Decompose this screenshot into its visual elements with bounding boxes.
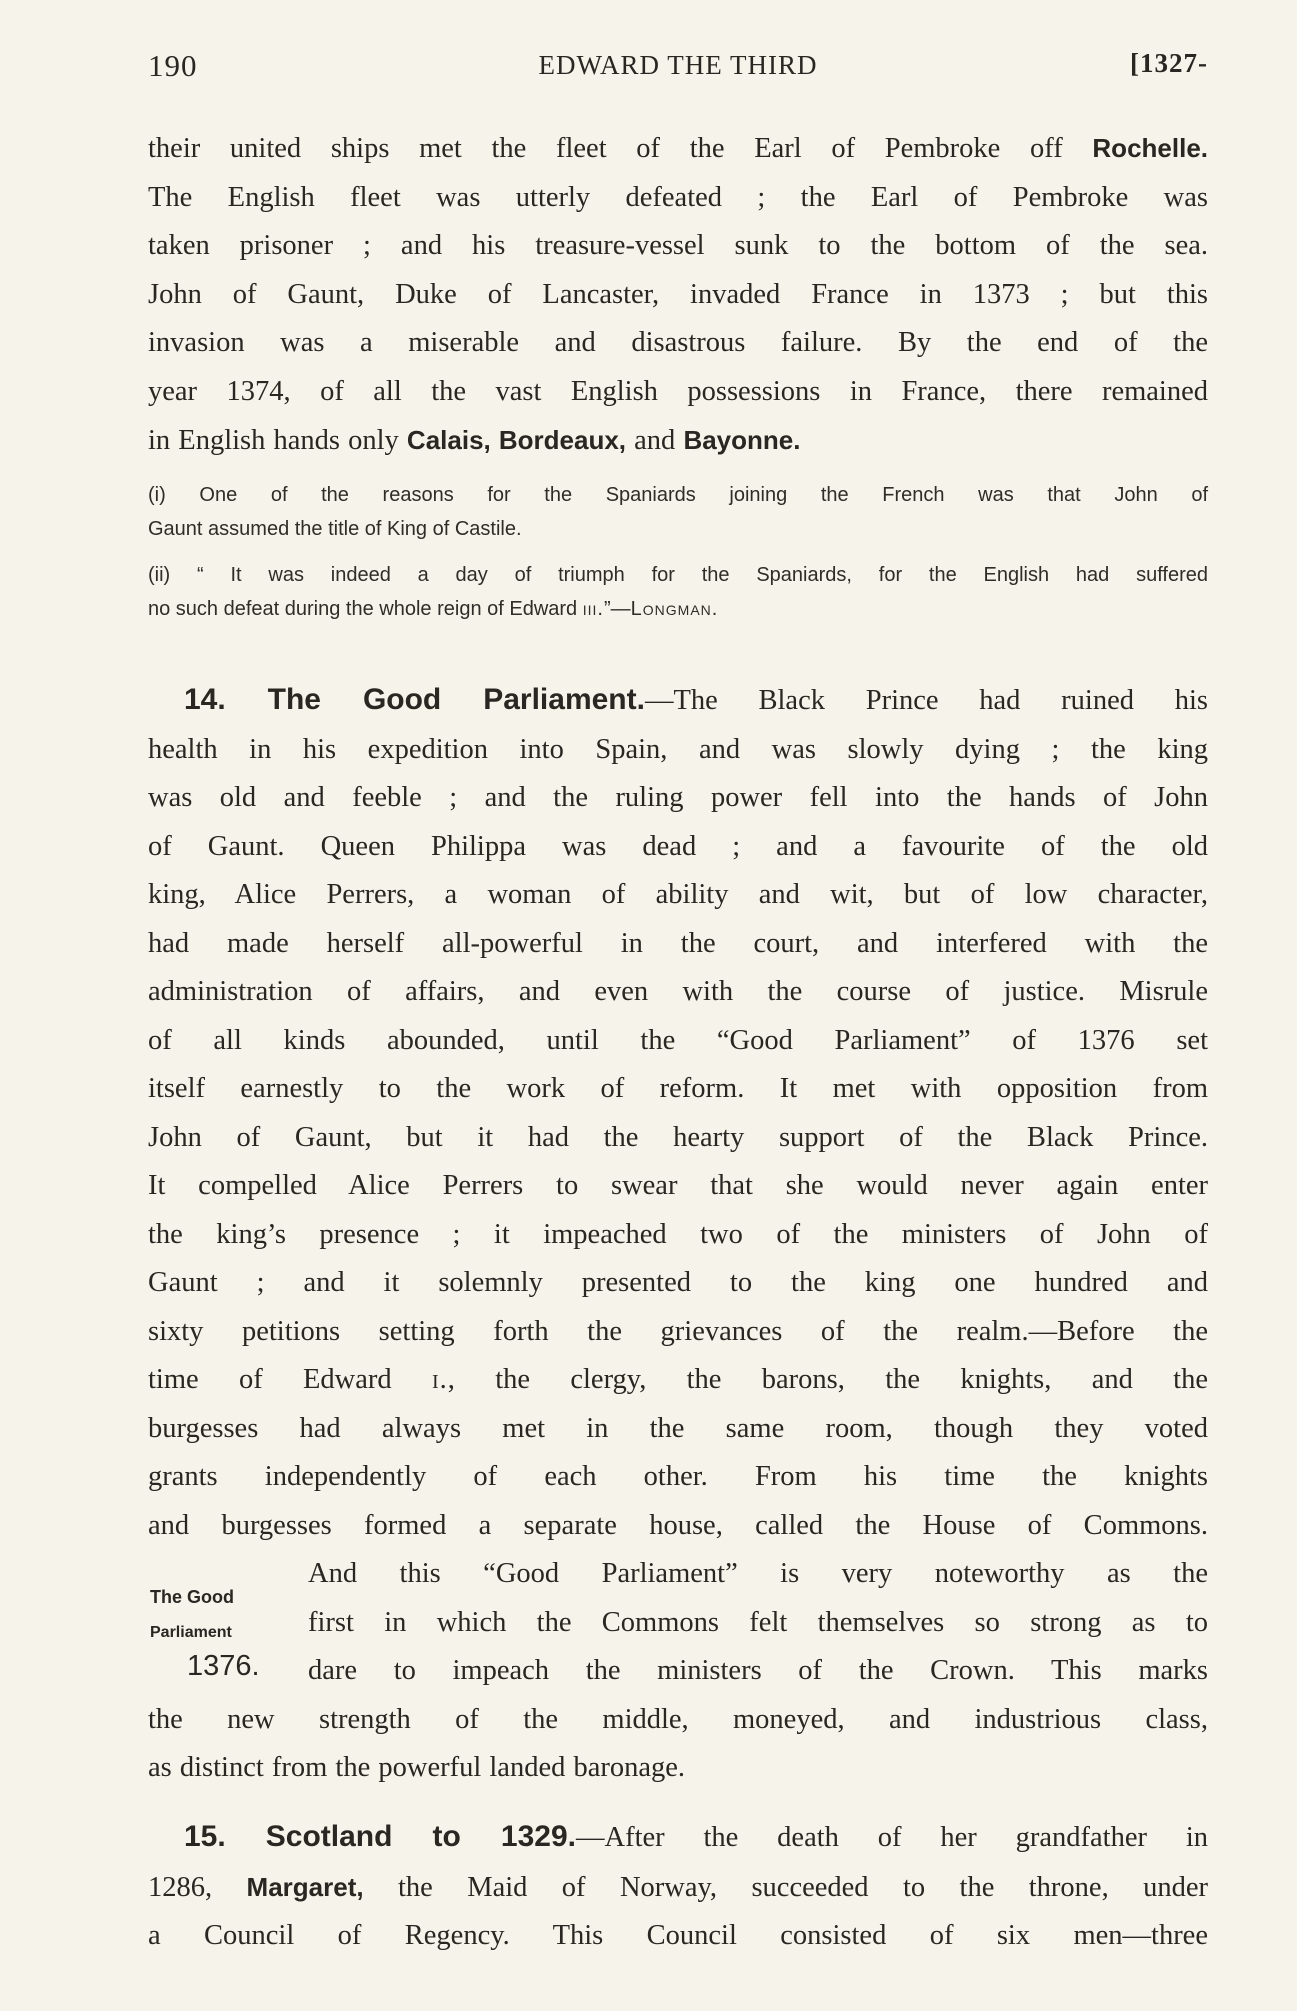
text-line: first in which the Commons felt themselves so strong as to bbox=[308, 1606, 1208, 1638]
notes-block bbox=[148, 478, 1208, 626]
text-line: taken prisoner ; and his treasure-vessel sunk to the bottom of the sea. bbox=[148, 230, 1208, 261]
text-line: in English hands only Calais, Bordeaux, and Bayonne. bbox=[148, 425, 801, 456]
section-14 bbox=[148, 676, 1208, 1793]
text-line: time of Edward i., the clergy, the barons, the knights, and the bbox=[148, 1364, 1208, 1395]
section-14-heading: 14. The Good Parliament. bbox=[184, 683, 645, 716]
text-line: 1286, Margaret, the Maid of Norway, succeeded to the throne, under bbox=[148, 1871, 1209, 1903]
note-1-line-1: (i) One of the reasons for the Spaniards joining the French was that John of bbox=[148, 484, 1208, 506]
text-line: was old and feeble ; and the ruling power fell into the hands of John bbox=[148, 782, 1208, 813]
text-line: dare to impeach the ministers of the Crown. This marks bbox=[308, 1655, 1208, 1686]
note-2-line-1: (ii) “ It was indeed a day of triumph for the Spaniards, for the English had suffered bbox=[148, 564, 1208, 586]
text-line: administration of affairs, and even with the course of justice. Misrule bbox=[148, 976, 1208, 1007]
text-line: John of Gaunt, Duke of Lancaster, invaded France in 1373 ; but this bbox=[148, 278, 1208, 310]
section-15 bbox=[148, 1813, 1208, 1961]
text-line: the king’s presence ; it impeached two of the ministers of John of bbox=[148, 1218, 1208, 1250]
text-line: grants independently of each other. From his time the knights bbox=[148, 1461, 1208, 1492]
text-line: king, Alice Perrers, a woman of ability and wit, but of low character, bbox=[148, 879, 1208, 910]
place-bayonne: Bayonne. bbox=[683, 425, 801, 455]
text-line: And this “Good Parliament” is very noteworthy as the bbox=[308, 1558, 1208, 1589]
text-line: invasion was a miserable and disastrous failure. By the end of the bbox=[148, 327, 1208, 358]
text-line: sixty petitions setting forth the grievances of the realm.—Before the bbox=[148, 1315, 1208, 1347]
section-15-first-line: 15. Scotland to 1329.—After the death of her grandfather in bbox=[148, 1813, 1208, 1863]
name-margaret: Margaret, bbox=[246, 1871, 364, 1902]
text-line: the new strength of the middle, moneyed, and industrious class, bbox=[148, 1703, 1208, 1735]
margin-note-line-1: The Good bbox=[150, 1587, 234, 1607]
section-15-heading: 15. Scotland to 1329. bbox=[184, 1820, 576, 1853]
text-line: burgesses had always met in the same room, though they voted bbox=[148, 1412, 1208, 1444]
text-line: It compelled Alice Perrers to swear that she would never again enter bbox=[148, 1170, 1208, 1201]
text-line: a Council of Regency. This Council consisted of six men—three bbox=[148, 1920, 1208, 1951]
text-line: year 1374, of all the vast English possessions in France, there remained bbox=[148, 375, 1208, 407]
page-number: 190 bbox=[148, 48, 198, 83]
margin-note-year: 1376. bbox=[187, 1650, 260, 1682]
text-line: of Gaunt. Queen Philippa was dead ; and a favourite of the old bbox=[148, 830, 1208, 862]
running-year: [1327- bbox=[1130, 48, 1208, 78]
text-line: itself earnestly to the work of reform. It met with opposition from bbox=[148, 1073, 1208, 1104]
text-line: and burgesses formed a separate house, called the House of Commons. bbox=[148, 1509, 1208, 1541]
place-calais: Calais, bbox=[406, 425, 491, 455]
running-header bbox=[148, 48, 1208, 92]
place-rochelle: Rochelle. bbox=[1092, 133, 1208, 163]
margin-note-line-2: Parliament bbox=[150, 1624, 232, 1641]
text-line: Gaunt ; and it solemnly presented to the king one hundred and bbox=[148, 1267, 1208, 1298]
text-line: as distinct from the powerful landed baronage. bbox=[148, 1752, 686, 1783]
section-13-tail bbox=[148, 124, 1208, 466]
text-line: of all kinds abounded, until the “Good Parliament” of 1376 set bbox=[148, 1024, 1208, 1056]
note-author: Longman. bbox=[630, 598, 719, 620]
section-14-first-line: 14. The Good Parliament.—The Black Prince had ruined his bbox=[148, 676, 1208, 726]
place-bordeaux: Bordeaux, bbox=[498, 425, 627, 455]
running-title: EDWARD THE THIRD bbox=[538, 50, 818, 80]
note-1-line-2: Gaunt assumed the title of King of Castile. bbox=[148, 518, 522, 540]
note-2-line-2: no such defeat during the whole reign of Edward iii.”—Longman. bbox=[148, 598, 719, 620]
text-line: health in his expedition into Spain, and was slowly dying ; the king bbox=[148, 733, 1208, 765]
text-line: had made herself all-powerful in the court, and interfered with the bbox=[148, 927, 1208, 959]
text-line: John of Gaunt, but it had the hearty support of the Black Prince. bbox=[148, 1121, 1208, 1153]
text-line: The English fleet was utterly defeated ; the Earl of Pembroke was bbox=[148, 181, 1208, 213]
text-line: their united ships met the fleet of the Earl of Pembroke off Rochelle. bbox=[148, 133, 1208, 164]
